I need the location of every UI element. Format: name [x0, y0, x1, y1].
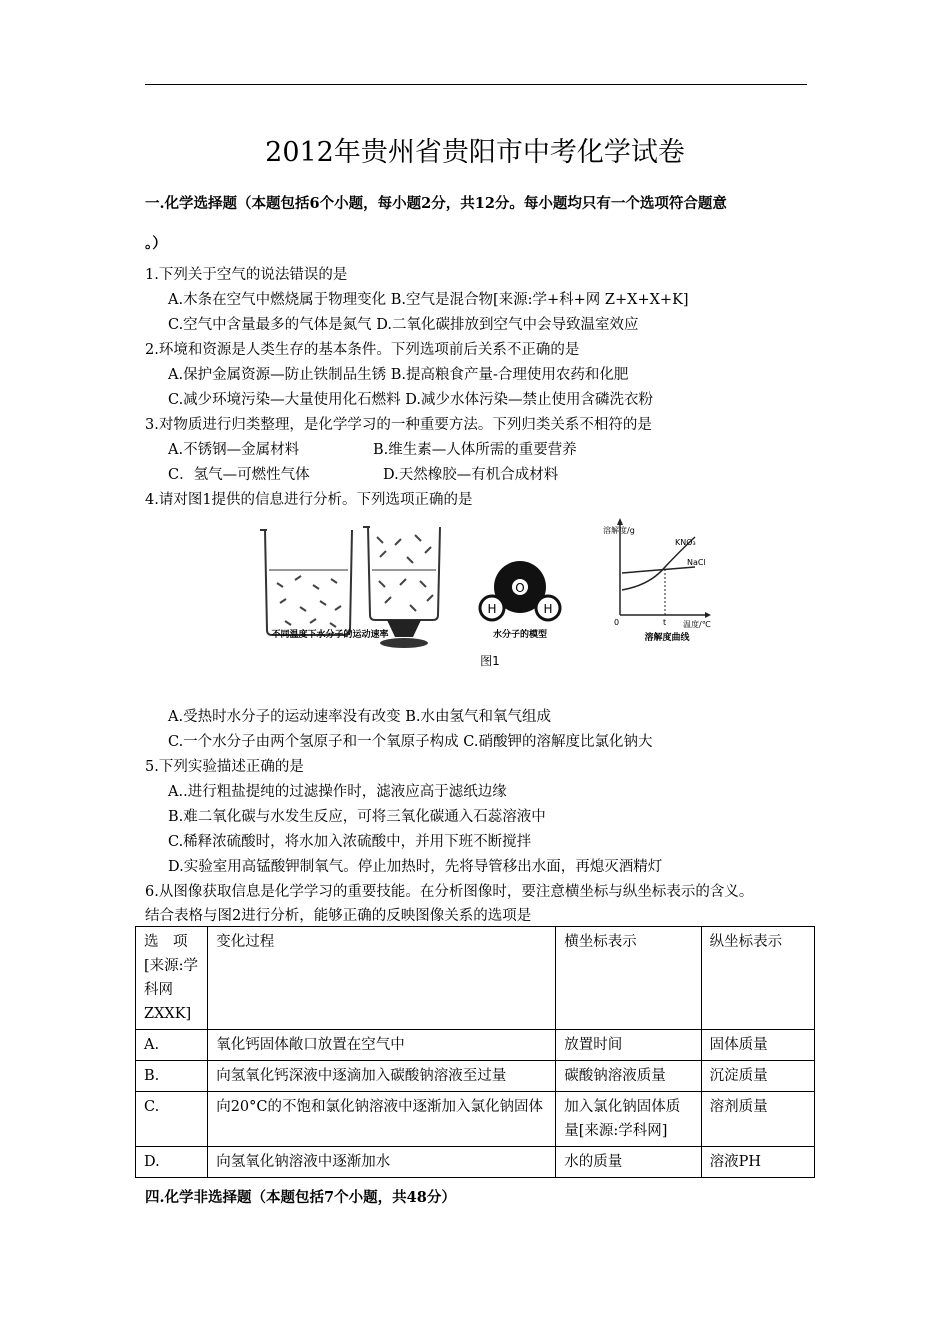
table-cell: 固体质量 — [701, 1030, 814, 1061]
question-4-options-cd: C.一个水分子由两个氢原子和一个氧原子构成 C.硝酸钾的溶解度比氯化钠大 — [168, 734, 653, 750]
section-heading-cont: 。） — [145, 235, 167, 252]
question-2-stem: 2.环境和资源是人类生存的基本条件。下列选项前后关系不正确的是 — [145, 342, 580, 358]
table-cell: 溶液PH — [701, 1147, 814, 1178]
table-header-cell: 变化过程 — [208, 927, 556, 1030]
question-1-stem: 1.下列关于空气的说法错误的是 — [145, 267, 348, 283]
table-row — [136, 1092, 815, 1147]
section-4-heading: 四.化学非选择题（本题包括7个小题，共48分） — [145, 1189, 456, 1206]
caption-molecule-speed: 不同温度下水分子的运动速率 — [271, 630, 389, 640]
question-2-options-cd: C.减少环境污染—大量使用化石燃料 D.减少水体污染—禁止使用含磷洗衣粉 — [168, 392, 654, 408]
table-cell: B. — [136, 1061, 208, 1092]
table-cell: 沉淀质量 — [701, 1061, 814, 1092]
question-3-option-d: D.天然橡胶—有机合成材料 — [383, 467, 559, 483]
table-cell: 加入氯化钠固体质量[来源:学科网] — [556, 1092, 701, 1147]
question-6-stem-line-1: 6.从图像获取信息是化学学习的重要技能。在分析图像时，要注意横坐标与纵坐标表示的含义。 — [145, 884, 754, 900]
hydrogen-label-right: H — [543, 602, 553, 616]
solubility-axis-y-label: 溶解度/g — [603, 526, 635, 535]
table-row — [136, 1147, 815, 1178]
hydrogen-label-left: H — [487, 602, 497, 616]
tick-t-label: t — [663, 618, 667, 627]
question-1-options-cd: C.空气中含量最多的气体是氮气 D.二氧化碳排放到空气中会导致温室效应 — [168, 317, 639, 333]
table-header-cell: 纵坐标表示 — [701, 927, 814, 1030]
water-molecule-model — [480, 561, 560, 620]
question-6-options-table — [135, 926, 815, 1178]
table-cell: 水的质量 — [556, 1147, 701, 1178]
section-heading: 一.化学选择题（本题包括6个小题，每小题2分，共12分。每小题均只有一个选项符合题意 — [145, 195, 727, 212]
oxygen-label: O — [515, 581, 525, 595]
question-2-options-ab: A.保护金属资源—防止铁制品生锈 B.提高粮食产量-合理使用农药和化肥 — [168, 367, 629, 383]
table-cell: C. — [136, 1092, 208, 1147]
table-row — [136, 1061, 815, 1092]
solubility-axis-x-label: 温度/℃ — [683, 620, 711, 629]
question-3-option-c: C．氢气—可燃性气体 — [168, 467, 310, 483]
question-4-stem: 4.请对图1提供的信息进行分析。下列选项正确的是 — [145, 492, 473, 508]
question-5-option-c: C.稀释浓硫酸时，将水加入浓硫酸中，并用下班不断搅拌 — [168, 834, 532, 850]
beaker-cold-illustration — [260, 530, 352, 635]
origin-label: 0 — [614, 618, 620, 627]
question-3-option-b: B.维生素—人体所需的重要营养 — [373, 442, 577, 458]
question-5-option-a: A..进行粗盐提纯的过滤操作时，滤液应高于滤纸边缘 — [168, 784, 507, 800]
table-header-row — [136, 927, 815, 1030]
figure-1 — [255, 515, 725, 675]
table-header-cell: 选 项[来源:学科网ZXXK] — [136, 927, 208, 1030]
header-rule — [145, 84, 807, 85]
table-cell: 放置时间 — [556, 1030, 701, 1061]
page-title: 2012年贵州省贵阳市中考化学试卷 — [265, 137, 685, 168]
table-cell: 氧化钙固体敞口放置在空气中 — [208, 1030, 556, 1061]
caption-water-model: 水分子的模型 — [492, 630, 548, 640]
table-header-cell: 横坐标表示 — [556, 927, 701, 1030]
table-cell: 向20°C的不饱和氯化钠溶液中逐渐加入氯化钠固体 — [208, 1092, 556, 1147]
question-1-options-ab: A.木条在空气中燃烧属于物理变化 B.空气是混合物[来源:学+科+网 Z+X+X+K] — [168, 292, 689, 308]
table-cell: A. — [136, 1030, 208, 1061]
question-5-option-d: D.实验室用高锰酸钾制氧气。停止加热时，先将导管移出水面，再熄灭酒精灯 — [168, 859, 663, 875]
caption-solubility-curve: 溶解度曲线 — [644, 633, 690, 643]
question-6-stem-line-2: 结合表格与图2进行分析，能够正确的反映图像关系的选项是 — [145, 908, 532, 924]
table-cell: 向氢氧化钙深液中逐滴加入碳酸钠溶液至过量 — [208, 1061, 556, 1092]
solubility-curve-diagram — [603, 518, 711, 629]
table-cell: D. — [136, 1147, 208, 1178]
question-3-option-a: A.不锈钢—金属材料 — [168, 442, 300, 458]
table-cell: 溶剂质量 — [701, 1092, 814, 1147]
question-4-options-ab: A.受热时水分子的运动速率没有改变 B.水由氢气和氧气组成 — [168, 709, 551, 725]
table-cell: 向氢氧化钠溶液中逐渐加水 — [208, 1147, 556, 1178]
figure-number: 图1 — [480, 654, 500, 668]
question-5-option-b: B.难二氧化碳与水发生反应，可将三氧化碳通入石蕊溶液中 — [168, 809, 546, 825]
series-kno3-label: KNO₃ — [675, 538, 696, 547]
table-cell: 碳酸钠溶液质量 — [556, 1061, 701, 1092]
series-nacl-label: NaCl — [687, 558, 706, 567]
table-row — [136, 1030, 815, 1061]
question-5-stem: 5.下列实验描述正确的是 — [145, 759, 304, 775]
question-3-stem: 3.对物质进行归类整理，是化学学习的一种重要方法。下列归类关系不相符的是 — [145, 417, 652, 433]
